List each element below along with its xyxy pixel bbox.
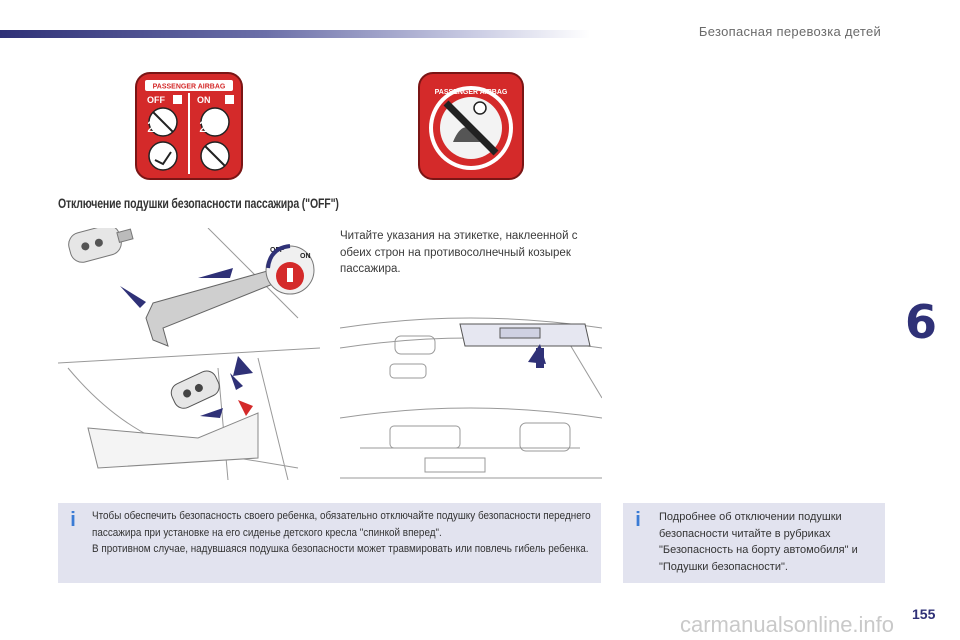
label-heading: PASSENGER AIRBAG xyxy=(152,83,226,91)
reference-note-text: Подробнее об отключении подушки безопасности читайте в рубриках "Безопасность на борту автомобиля" и "Подушки безопасности". xyxy=(659,511,858,573)
watermark: carmanualsonline.info xyxy=(680,612,895,637)
page-number: 155 xyxy=(912,606,936,622)
switch-off-label: OFF xyxy=(270,247,284,254)
airbag-switch-key-illustration xyxy=(58,228,320,480)
safety-note-line-2: В противном случае, надувшаяся подушка безопасности может травмировать или повлечь гибель ребенка. xyxy=(92,543,589,555)
info-icon: i xyxy=(70,509,76,531)
section-title: Отключение подушки безопасности пассажира ("OFF") xyxy=(58,196,339,211)
chapter-number: 6 xyxy=(905,295,938,349)
safety-note-line-1: Чтобы обеспечить безопасность своего ребенка, обязательно отключайте подушку безопасности переднего пассажира при установке на его сиденье детского кресла "спинкой вперед". xyxy=(92,510,591,539)
label-on-text: ON xyxy=(197,95,211,105)
reference-note-box xyxy=(623,503,885,583)
seat-number-right: 2 xyxy=(199,119,208,136)
instruction-text: Читайте указания на этикетке, наклеенной с обеих строн на противосолнечный козырек пассажира. xyxy=(340,230,578,275)
safety-note-text xyxy=(92,508,592,558)
sun-visor-illustration xyxy=(340,308,602,482)
seat-number-left: 2 xyxy=(147,119,156,136)
airbag-warning-label-no-rear-facing xyxy=(418,72,524,180)
switch-on-label: ON xyxy=(300,253,311,260)
info-icon: i xyxy=(635,509,641,531)
header-gradient-bar xyxy=(0,30,590,38)
airbag-warning-label-on-off xyxy=(135,72,243,180)
safety-note-box xyxy=(58,503,601,583)
label-off-text: OFF xyxy=(147,95,165,105)
page-header-title: Безопасная перевозка детей xyxy=(698,24,882,39)
label-heading-2: PASSENGER AIRBAG xyxy=(434,89,508,96)
